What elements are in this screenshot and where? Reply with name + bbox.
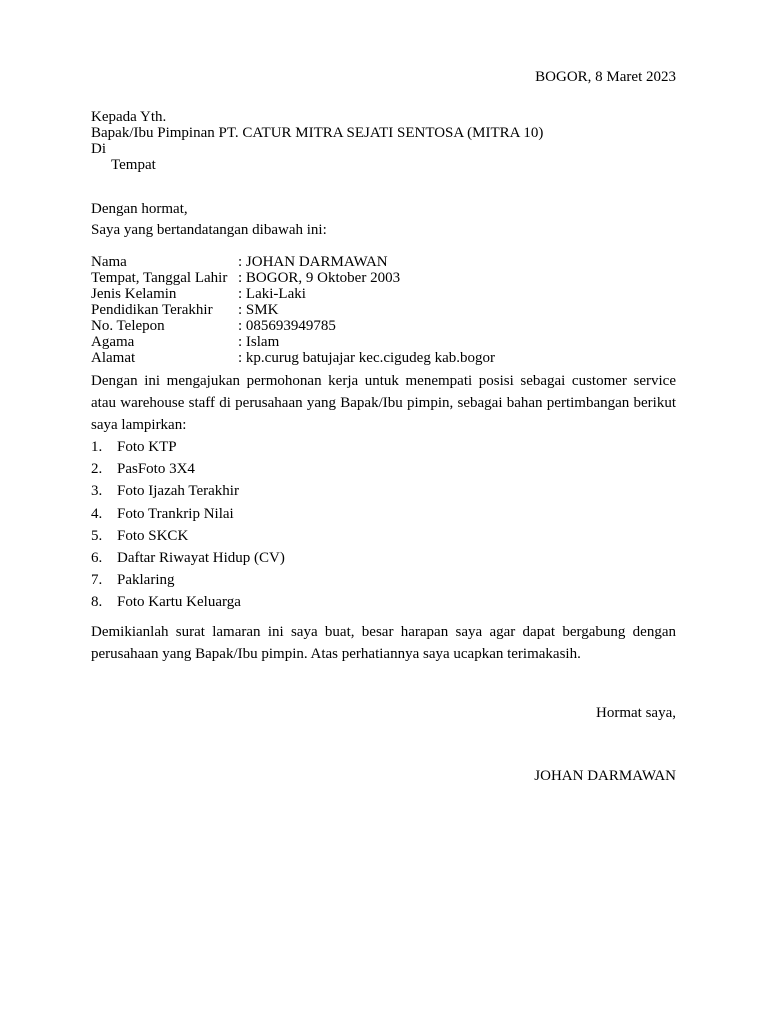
list-text: Foto KTP [117, 439, 177, 455]
detail-row [91, 318, 495, 334]
list-item [91, 525, 285, 547]
list-item [91, 480, 285, 502]
recipient-at: Di [91, 141, 106, 157]
detail-value: : Islam [238, 334, 280, 350]
list-item [91, 547, 285, 569]
list-number: 2. [91, 461, 103, 478]
list-text: Foto Trankrip Nilai [117, 505, 234, 522]
recipient-salutation: Kepada Yth. [91, 109, 167, 125]
detail-label: Nama [91, 254, 127, 270]
list-item [91, 503, 285, 525]
list-number: 4. [91, 505, 103, 522]
recipient-block [91, 109, 543, 173]
detail-value: : SMK [238, 302, 279, 318]
detail-value: : BOGOR, 9 Oktober 2003 [238, 270, 401, 286]
list-item [91, 569, 285, 591]
detail-value: : Laki-Laki [238, 286, 306, 302]
list-item [91, 436, 285, 458]
list-number: 5. [91, 527, 103, 544]
detail-row [91, 286, 495, 302]
recipient-name: Bapak/Ibu Pimpinan PT. CATUR MITRA SEJATI SENTOSA (MITRA 10) [91, 125, 544, 141]
attachment-list [91, 436, 285, 614]
detail-row [91, 254, 495, 270]
list-text: Foto SKCK [117, 527, 189, 544]
signer-name: JOHAN DARMAWAN [534, 768, 676, 784]
list-number: 6. [91, 549, 103, 566]
detail-value: : kp.curug batujajar kec.cigudeg kab.bogor [238, 350, 495, 366]
list-text: Foto Ijazah Terakhir [117, 483, 239, 500]
closing-paragraph: Demikianlah surat lamaran ini saya buat, besar harapan saya agar dapat bergabung dengan perusahaan yang Bapak/Ibu pimpin. Atas perhatiannya saya ucapkan terimakasih. [91, 624, 676, 662]
detail-row [91, 302, 495, 318]
application-paragraph: Dengan ini mengajukan permohonan kerja untuk menempati posisi sebagai customer service atau warehouse staff di perusahaan yang Bapak/Ibu pimpin, sebagai bahan pertimbangan berikut saya lampirkan: [91, 373, 676, 433]
list-item [91, 458, 285, 480]
detail-row [91, 270, 495, 286]
detail-label: Alamat [91, 350, 136, 366]
recipient-place: Tempat [111, 157, 156, 173]
detail-label: Jenis Kelamin [91, 286, 177, 302]
detail-label: Agama [91, 334, 135, 350]
list-number: 8. [91, 594, 103, 611]
list-number: 3. [91, 483, 103, 500]
detail-label: No. Telepon [91, 318, 165, 334]
list-number: 7. [91, 572, 103, 589]
list-item [91, 591, 285, 613]
detail-label: Pendidikan Terakhir [91, 302, 213, 318]
letter-date: BOGOR, 8 Maret 2023 [535, 69, 676, 85]
detail-label: Tempat, Tanggal Lahir [91, 270, 228, 286]
list-text: Daftar Riwayat Hidup (CV) [117, 549, 285, 566]
intro-sentence: Saya yang bertandatangan dibawah ini: [91, 222, 327, 238]
detail-row [91, 350, 495, 366]
closing-salutation: Hormat saya, [596, 705, 676, 721]
list-text: Paklaring [117, 572, 175, 589]
greeting: Dengan hormat, [91, 201, 188, 217]
list-number: 1. [91, 439, 103, 455]
list-text: PasFoto 3X4 [117, 461, 195, 478]
detail-value: : JOHAN DARMAWAN [238, 254, 388, 270]
list-text: Foto Kartu Keluarga [117, 594, 241, 611]
detail-value: : 085693949785 [238, 318, 336, 334]
applicant-details [91, 254, 495, 366]
detail-row [91, 334, 495, 350]
